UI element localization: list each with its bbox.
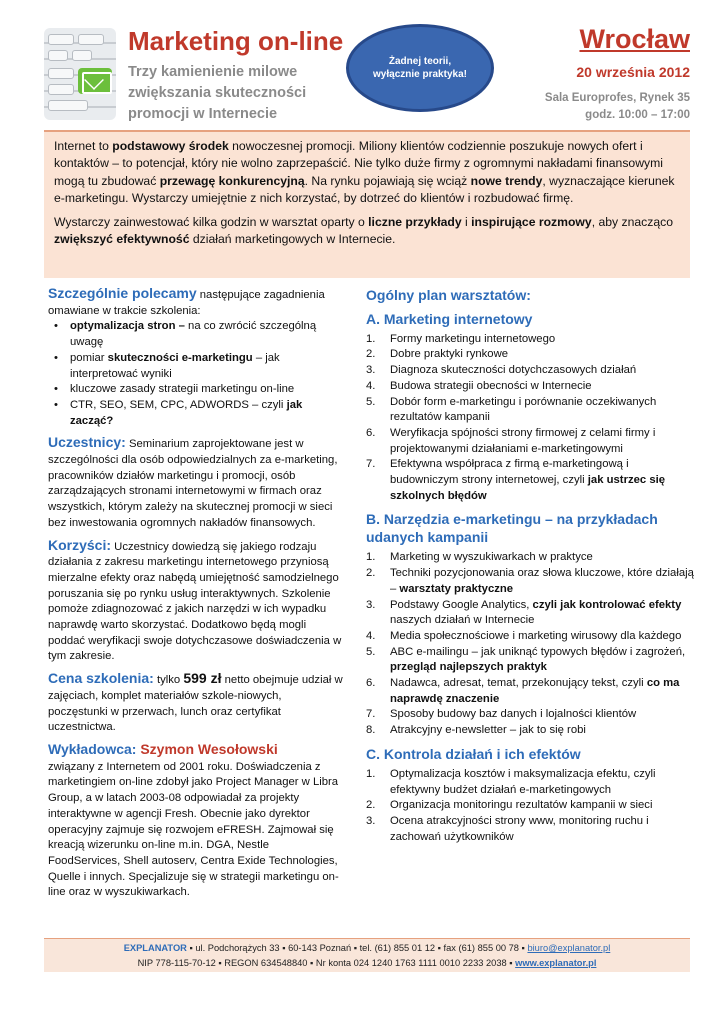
plan-item: 5. ABC e-mailingu – jak uniknąć typowych błędów i zagrożeń, przegląd najlepszych praktyk bbox=[366, 645, 686, 674]
plan-item: 4. Media społecznościowe i marketing wirusowy dla każdego bbox=[366, 629, 682, 642]
bullet-item: • CTR, SEO, SEM, CPC, ADWORDS – czyli jak zacząć? bbox=[48, 398, 344, 429]
plan-item: 1. Marketing w wyszukiwarkach w praktyce bbox=[366, 551, 593, 564]
section-b-heading: B. Narzędzia e-marketingu – na przykładach udanych kampanii bbox=[366, 511, 658, 546]
plan-item: 4. Budowa strategii obecności w Internecie bbox=[366, 379, 592, 392]
plan-item: 3. Diagnoza skuteczności dotychczasowych działań bbox=[366, 364, 637, 377]
plan-item: 2. Dobre praktyki rynkowe bbox=[366, 348, 509, 361]
section-c-list bbox=[366, 767, 696, 846]
website-link[interactable]: www.explanator.pl bbox=[515, 958, 597, 968]
plan-item: 3. Podstawy Google Analytics, czyli jak kontrolować efekty naszych działań w Internecie bbox=[366, 598, 682, 627]
plan-item: 6. Weryfikacja spójności strony firmowej z celami firmy i projektowanymi działaniami e-marketingowymi bbox=[366, 426, 656, 455]
plan-item: 7. Efektywna współpraca z firmą e-marketingową i budowniczym strony internetowej, czyli jak ustrzec się szkolnych błędów bbox=[366, 458, 666, 502]
plan-item: 8. Atrakcyjny e-newsletter – jak to się robi bbox=[366, 724, 586, 737]
plan-heading: Ogólny plan warsztatów: bbox=[366, 287, 531, 303]
header bbox=[44, 24, 690, 128]
slogan-bubble: Żadnej teorii, wyłącznie praktyka! bbox=[346, 24, 494, 112]
plan-item: 2. Organizacja monitoringu rezultatów kampanii w sieci bbox=[366, 799, 653, 812]
plan-item: 5. Dobór form e-marketingu i porównanie oczekiwanych rezultatów kampanii bbox=[366, 395, 657, 424]
participants-section: Uczestnicy: Seminarium zaprojektowane jest w szczególności dla osób odpowiedzialnych za e-marketing, pracowników działów marketingu i promocji, osób zarządzających stronami internetowymi w firmach oraz wszystkich, którym zależy na skutecznej promocji w sieci bez inwestowania ogromnych nakładów finansowych. bbox=[48, 434, 338, 529]
price-value: 599 zł bbox=[183, 670, 222, 687]
section-b-list bbox=[366, 550, 696, 738]
section-a-heading: A. Marketing internetowy bbox=[366, 310, 533, 327]
section-a-list bbox=[366, 332, 696, 505]
plan-item: 1. Formy marketingu internetowego bbox=[366, 332, 556, 345]
price-section: Cena szkolenia: tylko 599 zł netto obejmuje udział w zajęciach, komplet materiałów szkole-niowych, poczęstunki w przerwach, lunch oraz certyfikat uczestnictwa. bbox=[48, 670, 343, 734]
plan-item: 2. Techniki pozycjonowania oraz słowa kluczowe, które działają – warsztaty praktyczne bbox=[366, 567, 694, 595]
plan-item: 1. Optymalizacja kosztów i maksymalizacja efektu, czyli efektywny budżet działań e-marketingowych bbox=[366, 767, 656, 796]
bullet-item: • optymalizacja stron – na co zwrócić szczególną uwagę bbox=[48, 319, 344, 350]
envelope-icon bbox=[78, 68, 112, 94]
left-column bbox=[48, 286, 344, 907]
plan-item: 7. Sposoby budowy baz danych i lojalności klientów bbox=[366, 708, 637, 721]
benefits-section: Korzyści: Uczestnicy dowiedzą się jakiego rodzaju działania z zakresu marketingu internetowego przyniosą mierzalne efekty oraz nabędą umiejętność samodzielnego poruszania się po rynku usług interaktywnych. Szkolenie pomoże zdiagnozować z jakich narzędzi w ich wypadku naprawdę warto skorzystać. Dodatkowo będą mogli poddać weryfikacji swoje dotychczasowe doświadczenia w tym zakresie. bbox=[48, 536, 342, 663]
intro-paragraph-2: Wystarczy zainwestować kilka godzin w warsztat oparty o liczne przykłady i inspirujące rozmowy, aby znacząco zwiększyć efektywność działań marketingowych w Internecie. bbox=[54, 214, 673, 247]
plan-item: 3. Ocena atrakcyjności strony www, monitoring ruchu i zachowań użytkowników bbox=[366, 814, 649, 843]
trainer-name: Szymon Wesołowski bbox=[140, 740, 278, 757]
section-c-heading: C. Kontrola działań i ich efektów bbox=[366, 745, 581, 762]
email-keyboard-image bbox=[44, 28, 116, 120]
plan-item: 6. Nadawca, adresat, temat, przekonujący tekst, czyli co ma naprawdę znaczenie bbox=[366, 677, 680, 705]
trainer-section: Wykładowca: Szymon Wesołowski związany z Internetem od 2001 roku. Doświadczenia z marketingiem on-line zdobył jako Project Manager w Libra Group, a w latach 2003-08 odpowiadał za projekty interaktywne w agencji Fresh. Obecnie jako dyrektor operacyjny zajmuje się rozwojem eFRESH. Zajmował się kreacją wizerunku on-line m.in. DGA, Nestle FoodServices, Shell autoserv, Centra Exide Technologies, Quelle i innych. Specjalizuje się w strategii marketingu on-line oraz w wyszukiwarkach. bbox=[48, 740, 339, 899]
page-title: Marketing on-line bbox=[128, 26, 344, 56]
event-date: 20 września 2012 bbox=[576, 64, 690, 80]
recommended-section: Szczególnie polecamy następujące zagadnienia omawiane w trakcie szkolenia: • optymalizacja stron – na co zwrócić szczególną uwagę • pomiar skuteczności e-marketingu – jak interpretować wyniki • kluczowe zasady strategii marketingu on-line • CTR, SEO, SEM, CPC, ADWORDS – czyli jak zacząć? bbox=[48, 286, 344, 429]
footer: EXPLANATOR ▪ ul. Podchorążych 33 ▪ 60-143 Poznań ▪ tel. (61) 855 01 12 ▪ fax (61) 855 00 78 ▪ biuro@explanator.pl NIP 778-115-70-12 ▪ REGON 634548840 ▪ Nr konta 024 1240 1763 1111 0010 2233 2038 ▪ www.explanator.pl bbox=[44, 938, 690, 972]
venue-info: Sala Europrofes, Rynek 35 godz. 10:00 – 17:00 bbox=[544, 92, 690, 121]
email-link[interactable]: biuro@explanator.pl bbox=[527, 943, 611, 953]
bullet-item: • pomiar skuteczności e-marketingu – jak interpretować wyniki bbox=[48, 351, 344, 382]
subtitle: Trzy kamienienie milowe zwiększania skuteczności promocji w Internecie bbox=[128, 64, 307, 122]
intro-box bbox=[44, 130, 690, 278]
city: Wrocław bbox=[579, 24, 690, 54]
intro-paragraph-1: Internet to podstawowy środek nowoczesnej promocji. Miliony klientów codziennie poszukuje nowych ofert i kontaktów – to potencjał, który nie wolno zaprzepaścić. Nie tylko duże firmy z ogromnymi nakładami finansowymi mogą tu zbudować przewagę konkurencyjną. Na rynku pojawiają się wciąż nowe trendy, wyznaczające kierunek e-marketingu. Wystarczy umiejętnie z nich korzystać, by dotrzeć do klientów i rozbudować firmę. bbox=[54, 139, 675, 206]
bullet-item: • kluczowe zasady strategii marketingu on-line bbox=[48, 382, 344, 398]
recommended-list bbox=[48, 319, 344, 429]
right-column bbox=[366, 286, 696, 845]
